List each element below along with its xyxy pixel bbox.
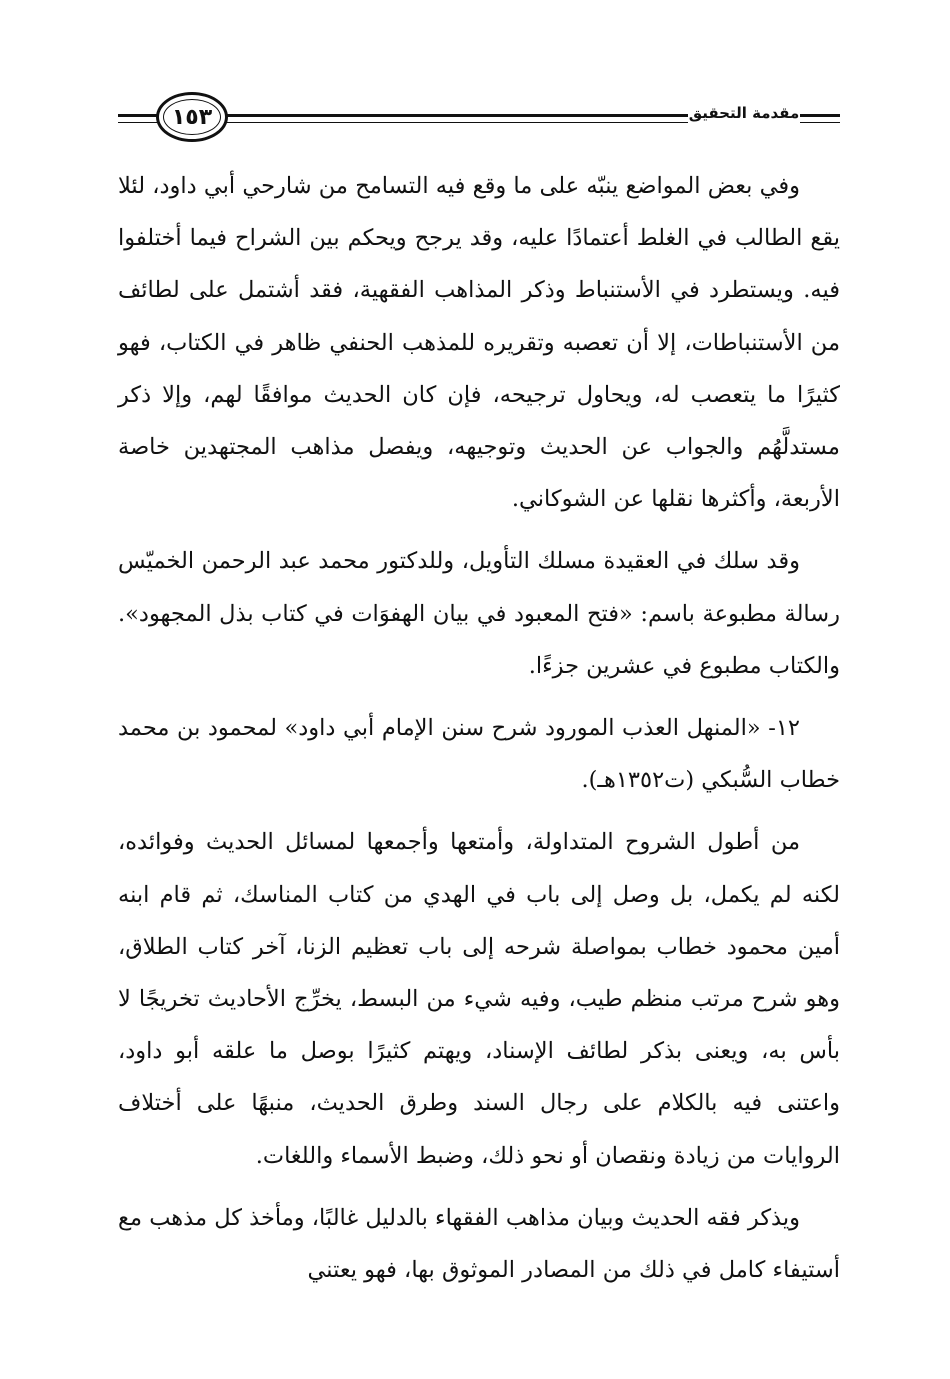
paragraph: وفي بعض المواضع ينبّه على ما وقع فيه التسامح من شارحي أبي داود، لئلا يقع الطالب في الغلط أعتمادًا عليه، وقد يرجح ويحكم بين الشراح فيما أختلفوا فيه. ويستطرد في الأستنباط وذكر المذاهب الفقهية، فقد أشتمل على لطائف من الأستنباطات، إلا أن تعصبه وتقريره للمذهب الحنفي ظاهر في الكتاب، فهو كثيرًا ما يتعصب له، ويحاول ترجيحه، فإن كان الحديث موافقًا لهم، وإلا ذكر مستدلَّهُم والجواب عن الحديث وتوجيهه، ويفصل مذاهب المجتهدين خاصة الأربعة، وأكثرها نقلها عن الشوكاني. [118, 173, 840, 513]
paragraph: ١٢- «المنهل العذب المورود شرح سنن الإمام أبي داود» لمحمود بن محمد خطاب السُّبكي (ت١٣٥٢هـ). [118, 715, 840, 794]
body-text [118, 160, 840, 1306]
page-number-badge [156, 92, 228, 142]
page-header [110, 92, 840, 150]
paragraph: وقد سلك في العقيدة مسلك التأويل، وللدكتور محمد عبد الرحمن الخميّس رسالة مطبوعة باسم: «فتح المعبود في بيان الهفوَات في كتاب بذل المجهود». والكتاب مطبوع في عشرين جزءًا. [118, 548, 840, 679]
header-rule [800, 114, 840, 117]
paragraph: ويذكر فقه الحديث وبيان مذاهب الفقهاء بالدليل غالبًا، ومأخذ كل مذهب مع أستيفاء كامل في ذلك من المصادر الموثوق بها، فهو يعتني [118, 1204, 840, 1284]
paragraph: من أطول الشروح المتداولة، وأمتعها وأجمعها لمسائل الحديث وفوائده، لكنه لم يكمل، بل وصل إلى باب في الهدي من كتاب المناسك، ثم قام ابنه أمين محمود خطاب بمواصلة شرحه إلى باب تعظيم الزنا، آخر كتاب الطلاق، وهو شرح مرتب منظم طيب، وفيه شيء من البسط، يخرِّج الأحاديث تخريجًا لا بأس به، ويعنى بذكر لطائف الإسناد، ويهتم كثيرًا بوصل ما علقه أبو داود، واعتنى فيه بالكلام على رجال السند وطرق الحديث، منبهًا على أختلاف الروايات من زيادة ونقصان أو نحو ذلك، وضبط الأسماء واللغات. [118, 829, 840, 1169]
page-number: ١٥٣ [171, 104, 213, 130]
header-rule [800, 122, 840, 123]
header-rule [226, 114, 688, 117]
running-title: مقدمة التحقيق [688, 104, 800, 122]
header-rule [226, 122, 688, 123]
